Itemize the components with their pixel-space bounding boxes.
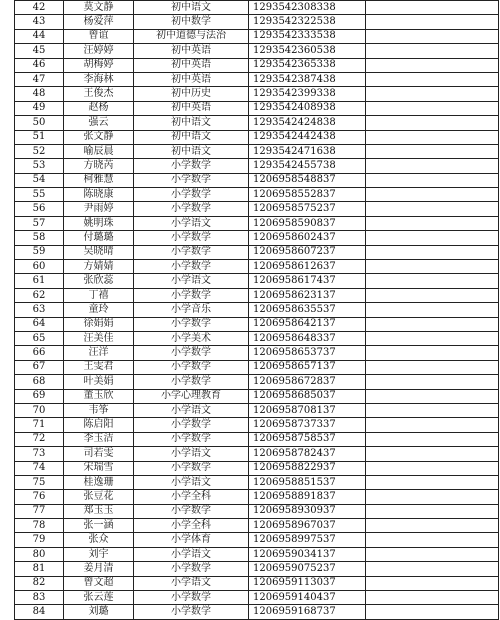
id-number-cell: 1206958822937	[249, 461, 366, 475]
row-number-cell: 72	[15, 432, 64, 446]
blank-cell	[366, 605, 499, 619]
table-row	[15, 159, 499, 173]
subject-cell: 小学数学	[134, 245, 249, 259]
table-row	[15, 576, 499, 590]
name-cell: 李海林	[64, 72, 134, 86]
row-number-cell: 52	[15, 144, 64, 158]
name-cell: 张欣蕊	[64, 274, 134, 288]
name-cell: 赵杨	[64, 101, 134, 115]
row-number-cell: 56	[15, 202, 64, 216]
row-number-cell: 62	[15, 288, 64, 302]
id-number-cell: 1206959075237	[249, 562, 366, 576]
row-number-cell: 53	[15, 159, 64, 173]
subject-cell: 小学数学	[134, 605, 249, 619]
name-cell: 徐娟娟	[64, 317, 134, 331]
id-number-cell: 1206958617437	[249, 274, 366, 288]
name-cell: 强云	[64, 116, 134, 130]
table-row	[15, 44, 499, 58]
subject-cell: 小学数学	[134, 461, 249, 475]
table-row	[15, 605, 499, 619]
name-cell: 刘宇	[64, 547, 134, 561]
id-number-cell: 1206958685037	[249, 389, 366, 403]
blank-cell	[366, 303, 499, 317]
table-row	[15, 116, 499, 130]
name-cell: 柯雅慧	[64, 173, 134, 187]
row-number-cell: 46	[15, 58, 64, 72]
blank-cell	[366, 188, 499, 202]
subject-cell: 小学语文	[134, 447, 249, 461]
row-number-cell: 54	[15, 173, 64, 187]
subject-cell: 初中英语	[134, 101, 249, 115]
subject-cell: 小学数学	[134, 231, 249, 245]
blank-cell	[366, 260, 499, 274]
blank-cell	[366, 533, 499, 547]
blank-cell	[366, 159, 499, 173]
subject-cell: 小学音乐	[134, 303, 249, 317]
blank-cell	[366, 87, 499, 101]
name-cell: 汪美佳	[64, 331, 134, 345]
subject-cell: 小学数学	[134, 346, 249, 360]
id-number-cell: 1293542308338	[249, 1, 366, 15]
subject-cell: 初中历史	[134, 87, 249, 101]
id-number-cell: 1206958737337	[249, 418, 366, 432]
row-number-cell: 60	[15, 260, 64, 274]
row-number-cell: 81	[15, 562, 64, 576]
subject-cell: 小学数学	[134, 188, 249, 202]
subject-cell: 小学心理教育	[134, 389, 249, 403]
name-cell: 付璐璐	[64, 231, 134, 245]
row-number-cell: 74	[15, 461, 64, 475]
id-number-cell: 1206958623137	[249, 288, 366, 302]
subject-cell: 小学数学	[134, 260, 249, 274]
id-number-cell: 1206959168737	[249, 605, 366, 619]
id-number-cell: 1206958548837	[249, 173, 366, 187]
table-row	[15, 562, 499, 576]
id-number-cell: 1206958967037	[249, 519, 366, 533]
table-row	[15, 15, 499, 29]
name-cell: 韦筝	[64, 403, 134, 417]
subject-cell: 初中语文	[134, 116, 249, 130]
subject-cell: 初中英语	[134, 58, 249, 72]
blank-cell	[366, 274, 499, 288]
id-number-cell: 1206958851537	[249, 475, 366, 489]
subject-cell: 小学数学	[134, 375, 249, 389]
name-cell: 吴晓晴	[64, 245, 134, 259]
row-number-cell: 65	[15, 331, 64, 345]
id-number-cell: 1293542322538	[249, 15, 366, 29]
table-row	[15, 87, 499, 101]
row-number-cell: 69	[15, 389, 64, 403]
blank-cell	[366, 403, 499, 417]
subject-cell: 小学数学	[134, 288, 249, 302]
id-number-cell: 1206958782437	[249, 447, 366, 461]
subject-cell: 初中语文	[134, 144, 249, 158]
name-cell: 刘璐	[64, 605, 134, 619]
blank-cell	[366, 375, 499, 389]
table-row	[15, 389, 499, 403]
row-number-cell: 84	[15, 605, 64, 619]
name-cell: 陈晓康	[64, 188, 134, 202]
row-number-cell: 44	[15, 29, 64, 43]
blank-cell	[366, 461, 499, 475]
blank-cell	[366, 1, 499, 15]
subject-cell: 小学语文	[134, 216, 249, 230]
name-cell: 汪婷婷	[64, 44, 134, 58]
table-row	[15, 360, 499, 374]
row-number-cell: 67	[15, 360, 64, 374]
name-cell: 李玉洁	[64, 432, 134, 446]
id-number-cell: 1206959113037	[249, 576, 366, 590]
table-row	[15, 432, 499, 446]
row-number-cell: 77	[15, 504, 64, 518]
subject-cell: 小学全科	[134, 490, 249, 504]
table-row	[15, 245, 499, 259]
id-number-cell: 1293542360538	[249, 44, 366, 58]
table-row	[15, 504, 499, 518]
id-number-cell: 1206958708137	[249, 403, 366, 417]
id-number-cell: 1206959034137	[249, 547, 366, 561]
name-cell: 胡梅婷	[64, 58, 134, 72]
subject-cell: 小学数学	[134, 562, 249, 576]
table-row	[15, 547, 499, 561]
row-number-cell: 55	[15, 188, 64, 202]
name-cell: 方婧婧	[64, 260, 134, 274]
row-number-cell: 58	[15, 231, 64, 245]
name-cell: 曾谊	[64, 29, 134, 43]
row-number-cell: 76	[15, 490, 64, 504]
subject-cell: 小学数学	[134, 202, 249, 216]
subject-cell: 初中英语	[134, 72, 249, 86]
registration-table	[14, 0, 499, 620]
table-row	[15, 72, 499, 86]
subject-cell: 小学数学	[134, 317, 249, 331]
row-number-cell: 57	[15, 216, 64, 230]
subject-cell: 初中语文	[134, 1, 249, 15]
blank-cell	[366, 475, 499, 489]
blank-cell	[366, 130, 499, 144]
id-number-cell: 1206958612637	[249, 260, 366, 274]
table-row	[15, 29, 499, 43]
table-row	[15, 403, 499, 417]
table-row	[15, 317, 499, 331]
name-cell: 张一涵	[64, 519, 134, 533]
id-number-cell: 1206958930937	[249, 504, 366, 518]
id-number-cell: 1206958602437	[249, 231, 366, 245]
name-cell: 陈启阳	[64, 418, 134, 432]
row-number-cell: 83	[15, 591, 64, 605]
blank-cell	[366, 101, 499, 115]
blank-cell	[366, 547, 499, 561]
subject-cell: 小学数学	[134, 504, 249, 518]
row-number-cell: 42	[15, 1, 64, 15]
subject-cell: 小学语文	[134, 403, 249, 417]
table-row	[15, 288, 499, 302]
subject-cell: 小学数学	[134, 591, 249, 605]
blank-cell	[366, 389, 499, 403]
name-cell: 汪洋	[64, 346, 134, 360]
row-number-cell: 64	[15, 317, 64, 331]
subject-cell: 小学数学	[134, 159, 249, 173]
table-row	[15, 260, 499, 274]
registration-table-page	[14, 0, 499, 620]
blank-cell	[366, 576, 499, 590]
subject-cell: 小学美术	[134, 331, 249, 345]
row-number-cell: 71	[15, 418, 64, 432]
name-cell: 杨爱萍	[64, 15, 134, 29]
id-number-cell: 1206958672837	[249, 375, 366, 389]
table-row	[15, 303, 499, 317]
name-cell: 尹雨婷	[64, 202, 134, 216]
id-number-cell: 1293542455738	[249, 159, 366, 173]
id-number-cell: 1206958997537	[249, 533, 366, 547]
blank-cell	[366, 216, 499, 230]
blank-cell	[366, 591, 499, 605]
blank-cell	[366, 519, 499, 533]
blank-cell	[366, 72, 499, 86]
subject-cell: 小学语文	[134, 475, 249, 489]
row-number-cell: 43	[15, 15, 64, 29]
name-cell: 王雯君	[64, 360, 134, 374]
row-number-cell: 48	[15, 87, 64, 101]
table-row	[15, 1, 499, 15]
name-cell: 丁禧	[64, 288, 134, 302]
table-row	[15, 101, 499, 115]
id-number-cell: 1293542399338	[249, 87, 366, 101]
blank-cell	[366, 44, 499, 58]
blank-cell	[366, 331, 499, 345]
id-number-cell: 1206958635537	[249, 303, 366, 317]
row-number-cell: 49	[15, 101, 64, 115]
name-cell: 叶美娟	[64, 375, 134, 389]
id-number-cell: 1206958607237	[249, 245, 366, 259]
blank-cell	[366, 504, 499, 518]
blank-cell	[366, 490, 499, 504]
name-cell: 童玲	[64, 303, 134, 317]
name-cell: 宋瑞雪	[64, 461, 134, 475]
row-number-cell: 61	[15, 274, 64, 288]
blank-cell	[366, 447, 499, 461]
name-cell: 莫文静	[64, 1, 134, 15]
table-row	[15, 331, 499, 345]
id-number-cell: 1206958648337	[249, 331, 366, 345]
table-row	[15, 274, 499, 288]
row-number-cell: 82	[15, 576, 64, 590]
row-number-cell: 78	[15, 519, 64, 533]
table-row	[15, 475, 499, 489]
blank-cell	[366, 116, 499, 130]
blank-cell	[366, 15, 499, 29]
name-cell: 姚明珠	[64, 216, 134, 230]
name-cell: 喻辰晨	[64, 144, 134, 158]
row-number-cell: 51	[15, 130, 64, 144]
subject-cell: 小学数学	[134, 418, 249, 432]
blank-cell	[366, 144, 499, 158]
table-body	[15, 1, 499, 620]
table-row	[15, 461, 499, 475]
name-cell: 张众	[64, 533, 134, 547]
id-number-cell: 1293542387438	[249, 72, 366, 86]
row-number-cell: 45	[15, 44, 64, 58]
row-number-cell: 70	[15, 403, 64, 417]
subject-cell: 小学数学	[134, 432, 249, 446]
id-number-cell: 1206958642137	[249, 317, 366, 331]
row-number-cell: 75	[15, 475, 64, 489]
row-number-cell: 68	[15, 375, 64, 389]
name-cell: 张文静	[64, 130, 134, 144]
name-cell: 姜月清	[64, 562, 134, 576]
subject-cell: 小学全科	[134, 519, 249, 533]
id-number-cell: 1206958758537	[249, 432, 366, 446]
table-row	[15, 533, 499, 547]
table-row	[15, 591, 499, 605]
name-cell: 方晓芮	[64, 159, 134, 173]
subject-cell: 小学语文	[134, 547, 249, 561]
name-cell: 郑玉玉	[64, 504, 134, 518]
table-row	[15, 216, 499, 230]
name-cell: 曾文超	[64, 576, 134, 590]
table-row	[15, 375, 499, 389]
id-number-cell: 1293542471638	[249, 144, 366, 158]
id-number-cell: 1206958552837	[249, 188, 366, 202]
subject-cell: 初中语文	[134, 130, 249, 144]
subject-cell: 小学数学	[134, 173, 249, 187]
name-cell: 张豆花	[64, 490, 134, 504]
table-row	[15, 202, 499, 216]
id-number-cell: 1206958575237	[249, 202, 366, 216]
table-row	[15, 490, 499, 504]
id-number-cell: 1293542333538	[249, 29, 366, 43]
id-number-cell: 1206959140437	[249, 591, 366, 605]
subject-cell: 小学体育	[134, 533, 249, 547]
blank-cell	[366, 173, 499, 187]
name-cell: 董玉欣	[64, 389, 134, 403]
row-number-cell: 80	[15, 547, 64, 561]
id-number-cell: 1206958653737	[249, 346, 366, 360]
blank-cell	[366, 231, 499, 245]
blank-cell	[366, 245, 499, 259]
name-cell: 桂逸珊	[64, 475, 134, 489]
subject-cell: 初中道德与法治	[134, 29, 249, 43]
id-number-cell: 1293542424838	[249, 116, 366, 130]
blank-cell	[366, 562, 499, 576]
row-number-cell: 47	[15, 72, 64, 86]
id-number-cell: 1206958891837	[249, 490, 366, 504]
name-cell: 司若雯	[64, 447, 134, 461]
row-number-cell: 73	[15, 447, 64, 461]
blank-cell	[366, 29, 499, 43]
subject-cell: 初中英语	[134, 44, 249, 58]
id-number-cell: 1293542442438	[249, 130, 366, 144]
table-row	[15, 231, 499, 245]
blank-cell	[366, 202, 499, 216]
blank-cell	[366, 432, 499, 446]
id-number-cell: 1293542408938	[249, 101, 366, 115]
table-row	[15, 447, 499, 461]
subject-cell: 小学数学	[134, 360, 249, 374]
blank-cell	[366, 418, 499, 432]
table-row	[15, 188, 499, 202]
table-row	[15, 173, 499, 187]
id-number-cell: 1206958590837	[249, 216, 366, 230]
table-row	[15, 418, 499, 432]
row-number-cell: 79	[15, 533, 64, 547]
row-number-cell: 63	[15, 303, 64, 317]
blank-cell	[366, 346, 499, 360]
subject-cell: 初中数学	[134, 15, 249, 29]
subject-cell: 小学语文	[134, 576, 249, 590]
blank-cell	[366, 317, 499, 331]
name-cell: 张云莲	[64, 591, 134, 605]
table-row	[15, 58, 499, 72]
table-row	[15, 346, 499, 360]
table-row	[15, 130, 499, 144]
subject-cell: 小学语文	[134, 274, 249, 288]
table-row	[15, 144, 499, 158]
row-number-cell: 66	[15, 346, 64, 360]
blank-cell	[366, 360, 499, 374]
row-number-cell: 50	[15, 116, 64, 130]
blank-cell	[366, 288, 499, 302]
id-number-cell: 1293542365338	[249, 58, 366, 72]
blank-cell	[366, 58, 499, 72]
id-number-cell: 1206958657137	[249, 360, 366, 374]
table-row	[15, 519, 499, 533]
row-number-cell: 59	[15, 245, 64, 259]
name-cell: 王俊杰	[64, 87, 134, 101]
